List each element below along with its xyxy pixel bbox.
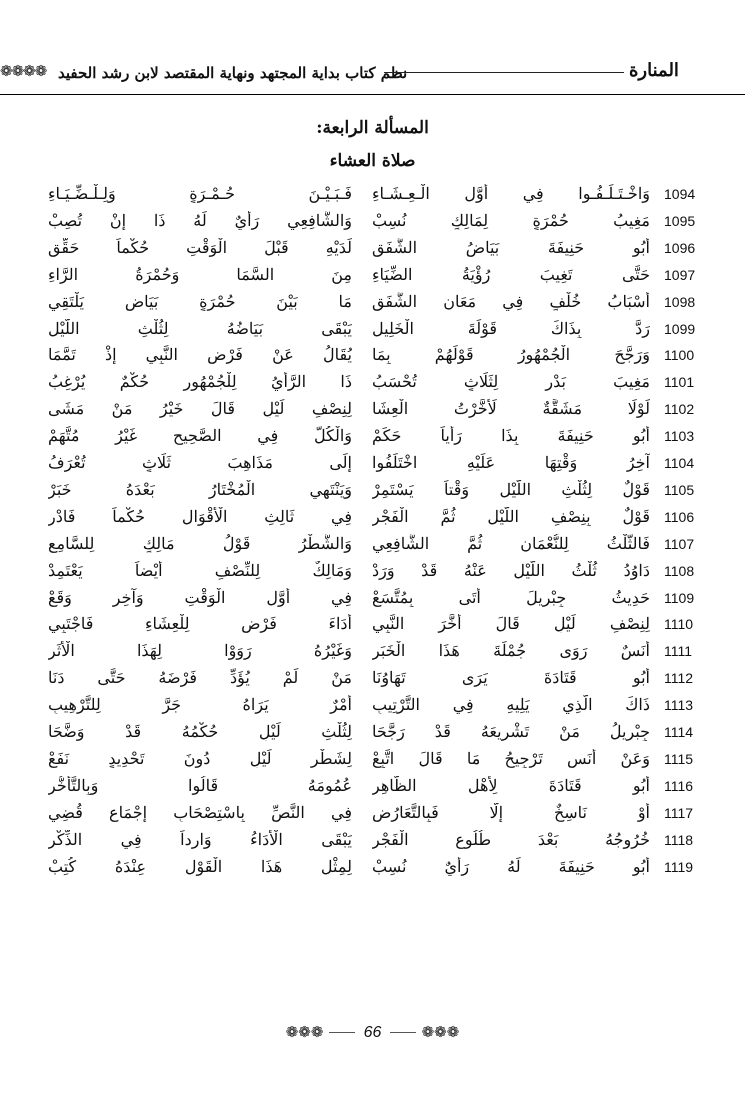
verse-row [0,668,745,694]
verse-first-hemistich: أَبُو حَنِيفَةَ لَهُ رَأْيٌ نُسِبْ [372,856,650,876]
verse-first-hemistich: قَوْلٌ بِنِصْفِ اللَّيْلِ ثُمَّ الْفَجْرِ [372,506,650,526]
verse-number: 1115 [664,750,694,767]
verse-first-hemistich: أَبُو حَنِيفَةَ بَيَاضُ الشَّفَقِ [372,237,650,257]
verse-second-hemistich: لِمِثْلِ هَذَا الْقَوْلِ عِنْدَهُ كُتِبْ [48,856,352,876]
verse-number: 1098 [664,293,696,310]
verse-row [0,857,745,883]
footer-dash [390,1032,416,1033]
verse-number: 1103 [664,428,695,445]
verse-second-hemistich: فِي ثَالِثِ الْأَقْوَالِ حُكْماً فَادْرِ [48,506,352,526]
verse-row [0,749,745,775]
verse-second-hemistich: لَدَيْهِ قَبْلَ الْوَقْتِ حُكْماً حَقِّقِ [48,237,352,257]
verse-number: 1101 [664,374,695,391]
verse-second-hemistich: فِي النَّصِّ بِاسْتِصْحَابِ إِجْمَاعٍ قُضِي [48,802,352,822]
verse-number: 1100 [664,347,695,364]
journal-name: المنارة [629,60,679,81]
verse-second-hemistich: لِشَطْرِ لَيْلٍ دُونَ تَحْدِيدٍ نَفَعْ [48,748,352,768]
verse-second-hemistich: ذَا الرَّأْيُ لِلْجُمْهُورِ حُكْمٌ يُرْغِبُ [48,372,352,392]
verse-number: 1110 [664,616,694,633]
verse-row [0,507,745,533]
verse-row [0,184,745,210]
verse-row [0,776,745,802]
verse-row [0,319,745,345]
verse-row [0,372,745,398]
verse-number: 1094 [664,186,696,202]
verse-row [0,211,745,237]
verse-first-hemistich: قَوْلٌ لِثُلْثِ اللَّيْلِ وَقْتاً يَسْتَمِرْ [372,479,650,499]
verse-number: 1102 [664,401,695,418]
verse-second-hemistich: وَالشَّافِعِي رَأْيٌ لَهُ ذَا إِنْ تُصِبْ [48,210,352,230]
verse-second-hemistich: أَدَاءَ فَرْضِ لِلْعِشَاءِ فَاجْتَبِي [48,614,352,634]
ornament-icon: ❁❁❁ [285,1023,324,1041]
verse-first-hemistich: وَعَنْ أَنَسٍ تَرْجِيحُ مَا قَالَ اتَّبِعْ [372,748,650,768]
verse-row [0,588,745,614]
verse-second-hemistich: وَيَنْتَهِي الْمُخْتَارُ بَعْدَهُ خَبَرْ [48,479,352,499]
verse-row [0,830,745,856]
verse-row [0,534,745,560]
verse-number: 1116 [664,777,694,794]
verse-first-hemistich: أَبُو حَنِيفَةَ بِذَا رَأْياً حَكَمْ [372,426,650,446]
verse-number: 1095 [664,212,696,229]
verse-row [0,722,745,748]
verse-row [0,561,745,587]
verse-second-hemistich: وَالْكُلُّ فِي الصَّحِيحِ غَيْرُ مُتَّهَمْ [48,426,352,446]
verse-number: 1108 [664,562,695,579]
verse-number: 1112 [664,670,694,687]
page-footer [0,1022,745,1042]
verse-number: 1107 [664,535,695,552]
verse-number: 1111 [664,643,693,660]
verse-number: 1096 [664,239,696,256]
page-header [0,58,745,94]
verse-number: 1099 [664,320,696,337]
verse-second-hemistich: وَغَيْرُهُ رَوَوْا لِهَذَا الْأَثَرِ [48,641,352,661]
verse-number: 1119 [664,858,694,875]
verse-first-hemistich: حَتَّى تَغِيبَ رُؤْيَةُ الضِّيَاءِ [372,264,650,284]
ornament-icon: ❁❁❁❁ [0,62,47,80]
verse-first-hemistich: رَدَّ بِذَاكَ قَوْلَةَ الْخَلِيلِ [372,318,650,338]
verse-second-hemistich: مِنَ السَّمَا وَحُمْرَةُ الرَّاءِ [48,264,352,284]
verse-number: 1105 [664,481,695,498]
verse-first-hemistich: مَغِيبُ حُمْرَةٍ لِمَالِكٍ نُسِبْ [372,210,650,230]
verse-second-hemistich: مَنْ لَمْ يُؤَدِّ فَرْضَهُ حَتَّى دَنَا [48,668,352,688]
verse-first-hemistich: جِبْرِيلُ مَنْ تَشْرِيعَهُ قَدْ رَجَّحَا [372,722,650,741]
verse-row [0,345,745,371]
verse-first-hemistich: ذَاكَ الَّذِي يَلِيهِ فِي التَّرْتِيبِ [372,695,650,715]
verse-first-hemistich: أَوْ نَاسِخٌ إِلَّا فَبِالتَّعَارُضِ [372,802,650,822]
verse-second-hemistich: لِنِصْفِ لَيْلٍ قَالَ خَيْرُ مَنْ مَشَى [48,399,352,419]
verse-number: 1109 [664,589,695,606]
verse-second-hemistich: وَالشَّطْرُ قَوْلُ مَالِكٍ لِلسَّامِعِ [48,533,352,553]
section-subheading: صلاة العشاء [329,151,416,171]
verse-number: 1114 [664,724,694,740]
verse-number: 1106 [664,508,695,525]
verse-row [0,265,745,291]
verse-row [0,238,745,264]
page-number: 66 [363,1024,382,1041]
verse-second-hemistich: عُمُومَهُ قَالُوا وَبِالتَّأَخُّرِ [48,775,352,795]
verse-row [0,480,745,506]
verse-first-hemistich: دَاوُدُ ثُلْثُ اللَّيْلِ عَنْهُ قَدْ وَرَدْ [372,560,650,580]
verse-row [0,695,745,721]
verse-second-hemistich: فِي أَوَّلِ الْوَقْتِ وَآخِرٍ وَقَعْ [48,587,352,607]
verse-second-hemistich: إِلَى مَذَاهِبَ ثَلَاثٍ تُعْرَفُ [48,453,352,472]
verse-first-hemistich: وَرَجَّحَ الْجُمْهُورُ قَوْلَهُمْ بِمَا [372,345,650,365]
verse-row [0,426,745,452]
verse-first-hemistich: لِنِصْفِ لَيْلٍ قَالَ أَخَّرَ النَّبِي [372,614,650,634]
verse-second-hemistich: فَـبَـيْـنَ حُـمْـرَةٍ وَلِـلْـضِّـيَـاءِ [48,184,352,203]
verse-number: 1097 [664,266,696,283]
verse-first-hemistich: آخِرُ وَقْتِهَا عَلَيْهِ اخْتَلَفُوا [372,453,650,472]
footer-dash [329,1032,355,1033]
section-heading: المسألة الرابعة: [316,118,429,138]
verse-row [0,399,745,425]
verse-first-hemistich: أَبُو قَتَادَةَ يَرَى تَهَاوُنَا [372,668,650,688]
verse-second-hemistich: يُقَالُ عَنْ فَرْضِ النَّبِي إِذْ تَمَّمَا [48,345,352,365]
verse-second-hemistich: يَبْقَى بَيَاضُهُ لِثُلْثِ اللَّيْلِ [48,318,352,338]
header-rule [0,94,745,95]
verse-number: 1118 [664,831,694,848]
verse-first-hemistich: خُرُوجُهُ بَعْدَ طُلُوعِ الْفَجْرِ [372,829,650,849]
verse-row [0,803,745,829]
verse-number: 1113 [664,697,694,714]
ornament-icon: ❁❁❁ [421,1023,460,1041]
verse-row [0,641,745,667]
verse-second-hemistich: لِثُلْثِ لَيْلٍ حُكْمُهُ قَدْ وَضَّحَا [48,722,352,741]
verse-second-hemistich: يَبْقَى الْأَدَاءُ وَارِداً فِي الذِّكْرِ [48,829,352,849]
verse-row [0,614,745,640]
verse-first-hemistich: أَنَسٌ رَوَى جُمْلَةَ هَذَا الْخَبَرِ [372,641,650,661]
verse-second-hemistich: مَا بَيْنَ حُمْرَةٍ بَيَاضٍ يَلْتَقِي [48,291,352,311]
running-title: نظم كتاب بداية المجتهد ونهاية المقتصد لابن رشد الحفيد [58,64,408,82]
verse-row [0,453,745,479]
verse-number: 1117 [664,804,694,821]
verse-second-hemistich: وَمَالِكٌ لِلنِّصْفِ أَيْضاً يَعْتَمِدْ [48,560,352,580]
verse-row [0,292,745,318]
verse-first-hemistich: فَالثُّلْثُ لِلنُّعْمَانِ ثُمَّ الشَّافِعِي [372,533,650,553]
verse-first-hemistich: أَسْبَابُ خُلْفٍ فِي مَعَانِ الشَّفَقِ [372,291,650,311]
verse-first-hemistich: وَاخْـتَـلَـفُـوا فِي أَوَّلِ الْـعِـشَـاءِ [372,184,650,203]
verse-second-hemistich: أَمْرٌ يَرَاهُ جَرَّ لِلتَّرْهِيبِ [48,695,352,715]
verse-first-hemistich: حَدِيثُ جِبْرِيلَ أَتَى بِمُتَّسَعْ [372,587,650,607]
verse-first-hemistich: لَوْلَا مَشَقَّةٌ لَأَخَّرْتُ الْعِشَا [372,399,650,419]
verse-number: 1104 [664,455,695,471]
verse-first-hemistich: مَغِيبَ بَدْرٍ لِثَلَاثٍ تُحْسَبُ [372,372,650,392]
header-divider [384,72,624,73]
verse-first-hemistich: أَبُو قَتَادَةَ لِأَهْلِ الظَّاهِرِ [372,775,650,795]
